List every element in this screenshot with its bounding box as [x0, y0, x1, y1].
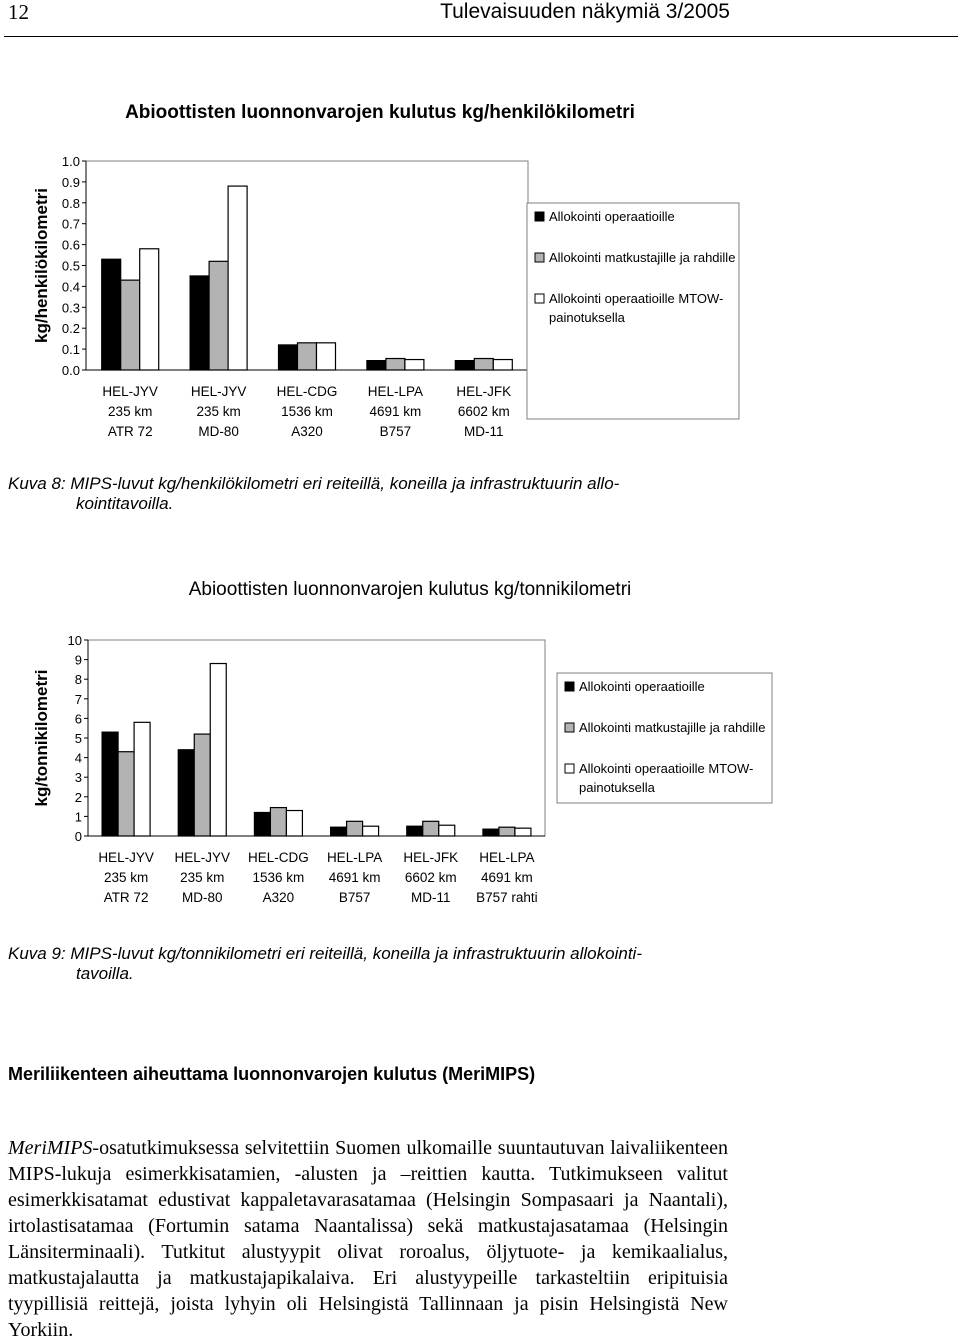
x-tick-label: MD-80 [181, 890, 223, 905]
bar [493, 360, 512, 370]
body-paragraph: -osatutkimuksessa selvitettiin Suomen ulkomaille suuntautuvan laivaliikenteen MIPS-lukuja esimerkkisatamien, -alusten ja –reittien kautta. Tutkimukseen valitut esimerkkisatamat edustivat kappaletavarasatamaa (Helsingin Sompasaari ja Naantali), irtolastisatamaa (Fortumin satama Naantalissa) sekä matkustajasatamaa (Helsingin Länsiterminaali). Tutkitut alustyypit olivat roroalus, öljytuote- ja kemikaalialus, matkustajalautta ja matkustajapikalaiva. Eri alustyypeille tarkasteltiin eripituisia tyypillisiä reittejä, joista lyhyin oli Helsingistä Tallinnaan ja pisin Helsingistä New Yorkiin. [8, 1137, 728, 1341]
figure-9-caption-line1: Kuva 9: MIPS-luvut kg/tonnikilometri eri reiteillä, koneilla ja infrastruktuurin allokointi- [8, 944, 642, 963]
x-tick-label: 4691 km [369, 404, 422, 419]
y-tick-label: 0 [74, 829, 82, 844]
bar [331, 827, 347, 836]
bar [209, 261, 228, 370]
figure-8-caption-line1: Kuva 8: MIPS-luvut kg/henkilökilometri eri reiteillä, koneilla ja infrastruktuurin allo- [8, 474, 620, 493]
y-tick-label: 9 [74, 652, 82, 668]
chart-kg-per-tonne-km [0, 570, 960, 930]
y-tick-label: 1.0 [61, 154, 80, 169]
y-tick-label: 1 [74, 809, 82, 825]
x-tick-label: 1536 km [252, 870, 305, 885]
figure-9-caption-line2: tavoilla. [76, 964, 134, 983]
x-tick-label: B757 [338, 890, 371, 905]
x-tick-label: B757 rahti [476, 890, 538, 905]
y-tick-label: 5 [74, 731, 82, 746]
x-tick-label: HEL-JYV [98, 850, 154, 865]
y-tick-label: 0.3 [61, 300, 80, 316]
legend-label: Allokointi operaatioille [549, 209, 675, 224]
legend-label: painotuksella [579, 780, 655, 795]
page-header [0, 0, 960, 40]
bar [178, 750, 194, 836]
x-tick-label: HEL-CDG [276, 384, 338, 399]
legend-label: painotuksella [549, 310, 625, 325]
y-tick-label: 0.9 [61, 174, 80, 190]
x-tick-label: HEL-JYV [174, 850, 231, 865]
section-title: Meriliikenteen aiheuttama luonnonvarojen kulutus (MeriMIPS) [8, 1064, 536, 1084]
legend-swatch [565, 682, 574, 691]
bar [118, 752, 134, 836]
x-tick-label: 6602 km [404, 870, 457, 885]
y-tick-label: 10 [67, 633, 82, 648]
x-tick-label: A320 [291, 424, 323, 439]
figure-8-caption [8, 474, 748, 514]
plot-area [88, 640, 545, 836]
y-tick-label: 0.1 [61, 342, 80, 358]
bar [279, 345, 298, 370]
x-tick-label: B757 [379, 424, 412, 439]
page-number: 12 [8, 0, 29, 24]
x-tick-label: MD-11 [464, 424, 504, 439]
chart-title: Abioottisten luonnonvarojen kulutus kg/tonnikilometri [188, 579, 632, 600]
bar [367, 361, 386, 370]
bar [515, 828, 531, 836]
x-tick-label: 6602 km [457, 404, 510, 419]
y-tick-label: 8 [74, 672, 82, 688]
x-tick-label: ATR 72 [107, 424, 153, 439]
legend-label: Allokointi operaatioille [579, 679, 705, 694]
y-tick-label: 0.7 [61, 216, 80, 232]
x-tick-label: HEL-JFK [456, 384, 512, 399]
y-axis-label: kg/tonnikilometri [32, 669, 51, 807]
x-tick-label: 235 km [180, 870, 225, 885]
x-tick-label: 1536 km [281, 404, 333, 419]
bar [134, 722, 150, 836]
bar [298, 343, 317, 370]
y-tick-label: 0.5 [61, 258, 80, 274]
bar [407, 826, 423, 836]
legend-label: Allokointi matkustajille ja rahdille [579, 720, 766, 735]
bar [363, 826, 379, 836]
section-body [8, 1135, 728, 1343]
bar [405, 360, 424, 370]
bar [228, 186, 247, 370]
bar [210, 664, 226, 836]
bar [121, 280, 140, 370]
x-tick-label: HEL-CDG [248, 850, 309, 865]
bar [483, 829, 499, 836]
header-rule [4, 36, 958, 37]
y-tick-label: 0.6 [61, 237, 80, 253]
legend-swatch [535, 294, 544, 303]
y-tick-label: 7 [74, 691, 82, 707]
y-tick-label: 4 [74, 750, 82, 766]
chart-title: Abioottisten luonnonvarojen kulutus kg/henkilökilometri [125, 102, 635, 123]
x-tick-label: 235 km [103, 870, 149, 885]
x-tick-label: MD-80 [198, 424, 239, 439]
figure-8-caption-line2: kointitavoilla. [76, 494, 174, 513]
y-tick-label: 6 [74, 711, 82, 727]
legend-swatch [535, 253, 544, 262]
bar [474, 359, 493, 370]
bar [102, 259, 121, 370]
x-tick-label: HEL-LPA [479, 850, 535, 865]
legend-label: Allokointi matkustajille ja rahdille [549, 250, 736, 265]
legend-swatch [565, 723, 574, 732]
y-tick-label: 0.2 [61, 321, 80, 337]
legend-label: Allokointi operaatioille MTOW- [549, 291, 724, 306]
y-tick-label: 0.8 [61, 195, 80, 211]
x-tick-label: 4691 km [481, 870, 533, 885]
x-tick-label: 235 km [196, 404, 241, 419]
body-italic-term: MeriMIPS [8, 1137, 93, 1159]
figure-9-caption [8, 944, 748, 984]
x-tick-label: A320 [262, 890, 295, 905]
x-tick-label: HEL-LPA [326, 850, 383, 865]
bar [286, 811, 302, 836]
legend-swatch [535, 212, 544, 221]
y-tick-label: 0.4 [61, 279, 80, 295]
bar [270, 808, 286, 836]
bar [499, 827, 515, 836]
x-tick-label: HEL-JYV [190, 384, 247, 399]
x-tick-label: MD-11 [410, 890, 451, 905]
x-tick-label: 4691 km [328, 870, 381, 885]
bar [455, 361, 474, 370]
bar [140, 249, 159, 370]
y-axis-label: kg/henkilökilometri [32, 188, 51, 343]
chart-kg-per-person-km [0, 90, 960, 530]
x-tick-label: 235 km [108, 404, 153, 419]
journal-title: Tulevaisuuden näkymiä 3/2005 [440, 0, 730, 23]
bar [190, 276, 209, 370]
bar [194, 734, 210, 836]
y-tick-label: 0.0 [61, 363, 80, 378]
bar [317, 343, 336, 370]
y-tick-label: 2 [74, 789, 82, 805]
bar [439, 825, 455, 836]
bar [386, 359, 405, 370]
bar [347, 821, 363, 836]
legend-label: Allokointi operaatioille MTOW- [579, 761, 754, 776]
legend-swatch [565, 764, 574, 773]
x-tick-label: ATR 72 [103, 890, 149, 905]
bar [102, 732, 118, 836]
x-tick-label: HEL-JYV [102, 384, 158, 399]
bar [423, 821, 439, 836]
y-tick-label: 3 [74, 770, 82, 786]
x-tick-label: HEL-JFK [403, 850, 459, 865]
bar [254, 812, 270, 836]
x-tick-label: HEL-LPA [367, 384, 424, 399]
